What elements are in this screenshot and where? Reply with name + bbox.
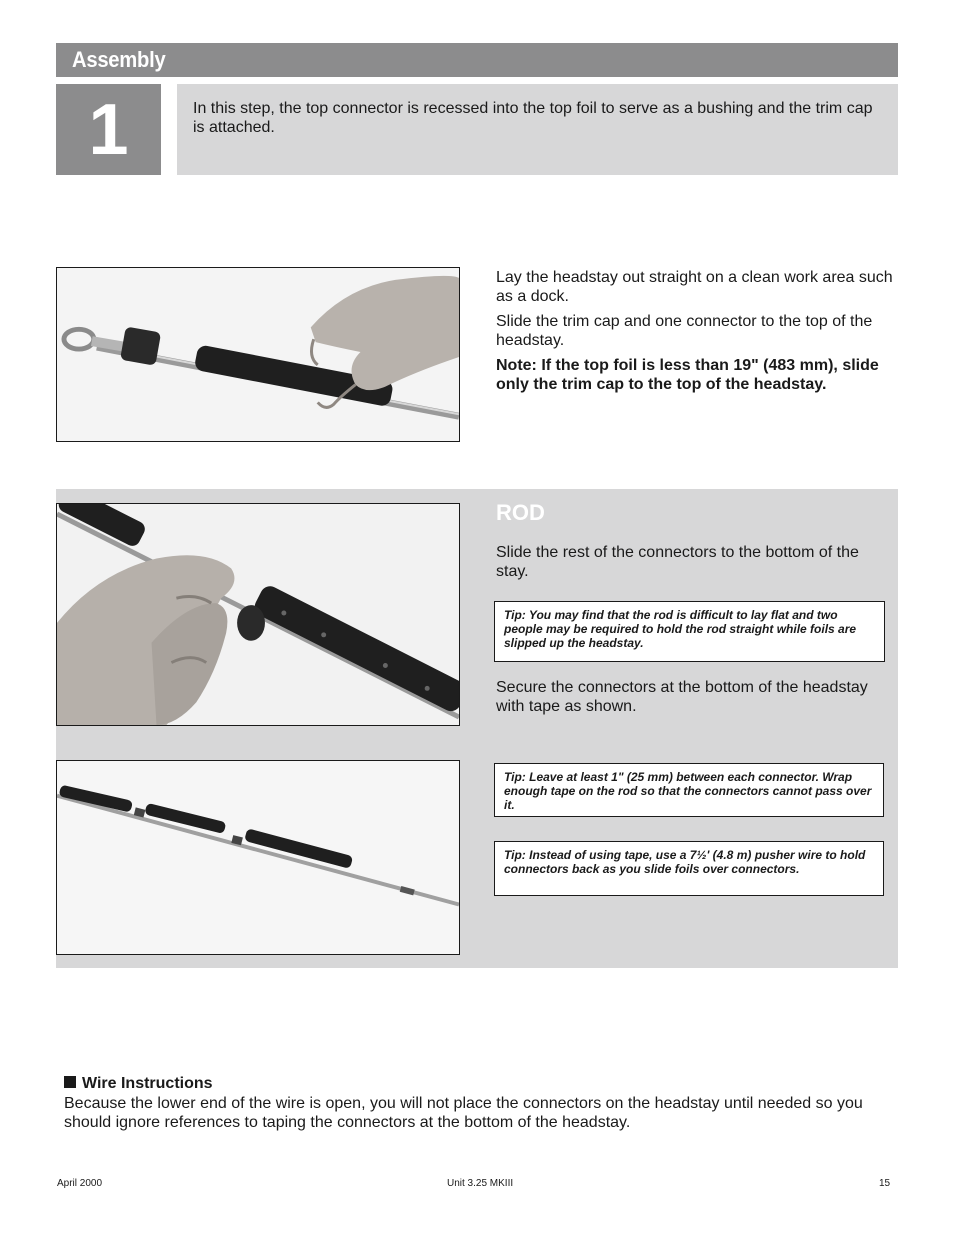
wire-instructions-title: Wire Instructions: [82, 1075, 213, 1092]
section-title: Assembly: [72, 47, 166, 72]
rod-instruction-1: Slide the rest of the connectors to the bottom of the stay.: [496, 544, 859, 580]
photo-connectors-taped: [56, 760, 460, 955]
wire-instructions-text: Because the lower end of the wire is open, you will not place the connectors on the headstay until needed so you should ignore references to taping the connectors at the bottom of the headstay.: [64, 1095, 863, 1131]
rod-instruction-2: Secure the connectors at the bottom of the headstay with tape as shown.: [496, 679, 868, 715]
wire-instructions-heading: [64, 1074, 213, 1093]
step-intro-box: [177, 84, 898, 175]
footer-unit: Unit 3.25 MKIII: [447, 1178, 514, 1189]
footer-page-number: 15: [879, 1178, 891, 1189]
photo-sliding-connectors: [56, 503, 460, 726]
footer-date: April 2000: [57, 1178, 103, 1189]
instruction-note: Note: If the top foil is less than 19" (483 mm), slide only the trim cap to the top of the headstay.: [496, 357, 879, 393]
bullet-square-icon: [64, 1076, 76, 1088]
step-number-box: [56, 84, 161, 175]
tip-box-pusher-wire: Tip: Instead of using tape, use a 7½' (4.8 m) pusher wire to hold connectors back as you slide foils over connectors.: [494, 841, 884, 896]
rod-title: ROD: [496, 500, 545, 525]
instruction-paragraph: Lay the headstay out straight on a clean work area such as a dock.: [496, 269, 893, 305]
step-number: 1: [88, 90, 129, 170]
tip-box-tape-spacing: Tip: Leave at least 1" (25 mm) between each connector. Wrap enough tape on the rod so that the connectors cannot pass over it.: [494, 763, 884, 817]
section1-instructions: [496, 268, 896, 400]
photo-headstay-trim-cap: [56, 267, 460, 442]
section-header-bar: [56, 43, 898, 77]
instruction-paragraph: Slide the trim cap and one connector to the top of the headstay.: [496, 313, 873, 349]
step-intro-text: In this step, the top connector is recessed into the top foil to serve as a bushing and the trim cap is attached.: [193, 100, 873, 136]
tip-box-rod-flat: Tip: You may find that the rod is difficult to lay flat and two people may be required to hold the rod straight while foils are slipped up the headstay.: [494, 601, 885, 662]
